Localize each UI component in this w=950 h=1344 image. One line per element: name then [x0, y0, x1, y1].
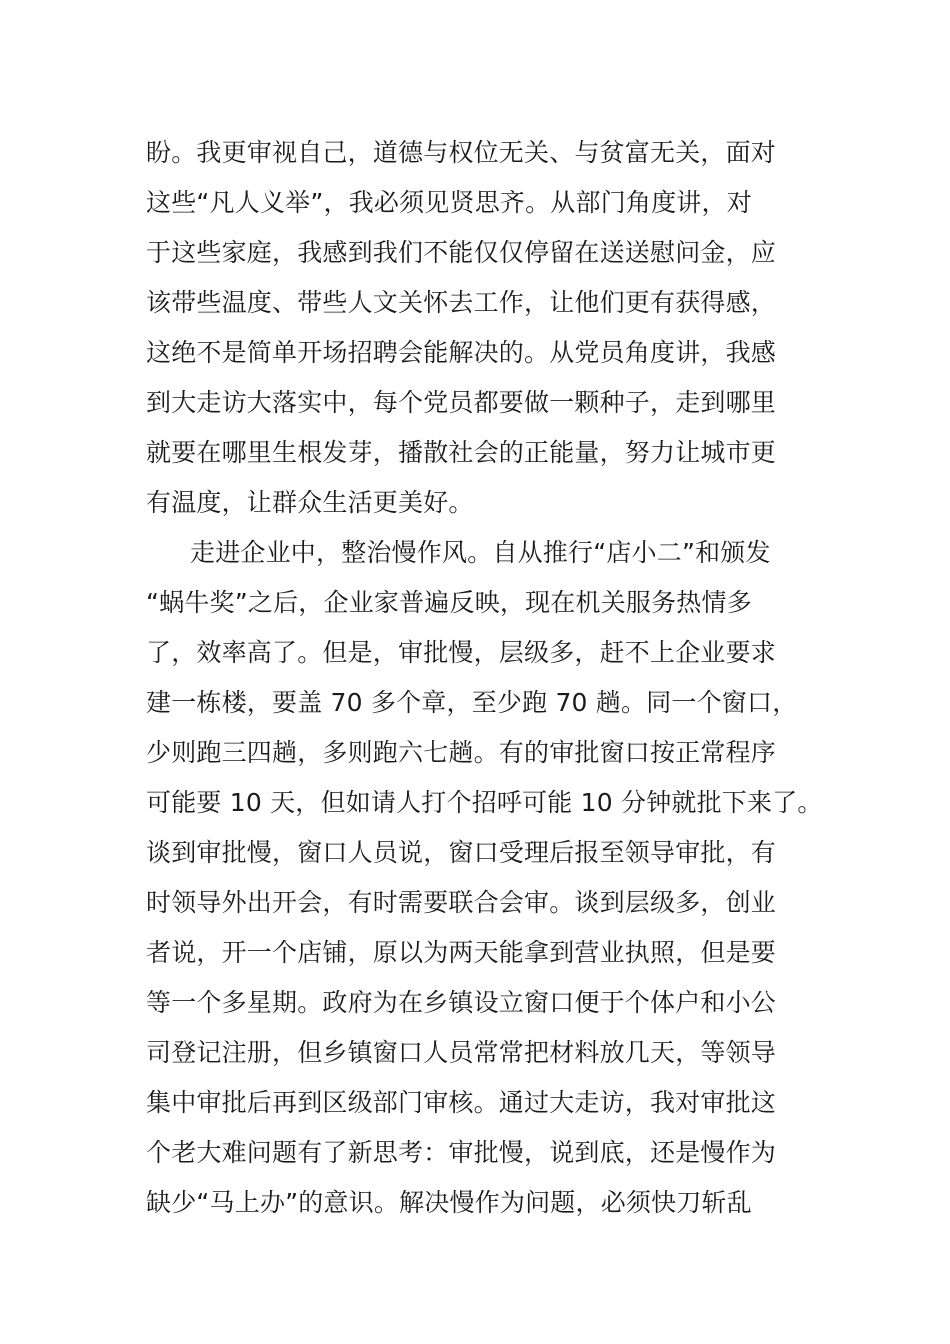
text-line: 于这些家庭，我感到我们不能仅仅停留在送送慰问金，应 — [146, 238, 777, 267]
text-line: “蜗牛奖”之后，企业家普遍反映，现在机关服务热情多 — [146, 588, 752, 617]
text-line: 者说，开一个店铺，原以为两天能拿到营业执照，但是要 — [146, 938, 777, 967]
text-line: 盼。我更审视自己，道德与权位无关、与贫富无关，面对 — [146, 138, 777, 167]
text-line: 等一个多星期。政府为在乡镇设立窗口便于个体户和小公 — [146, 988, 777, 1017]
text-line: 司登记注册，但乡镇窗口人员常常把材料放几天，等领导 — [146, 1038, 777, 1067]
body-text — [146, 128, 846, 1228]
text-line: 了，效率高了。但是，审批慢，层级多，赶不上企业要求 — [146, 638, 777, 667]
paragraph-first-line: 走进企业中，整治慢作风。自从推行“店小二”和颁发 — [190, 538, 771, 567]
text-line: 就要在哪里生根发芽，播散社会的正能量，努力让城市更 — [146, 438, 777, 467]
text-line: 集中审批后再到区级部门审核。通过大走访，我对审批这 — [146, 1088, 777, 1117]
text-line: 这绝不是简单开场招聘会能解决的。从党员角度讲，我感 — [146, 338, 777, 367]
text-line: 这些“凡人义举”，我必须见贤思齐。从部门角度讲，对 — [146, 188, 752, 217]
text-line: 少则跑三四趟，多则跑六七趟。有的审批窗口按正常程序 — [146, 738, 777, 767]
text-line: 谈到审批慢，窗口人员说，窗口受理后报至领导审批，有 — [146, 838, 777, 867]
text-line: 个老大难问题有了新思考：审批慢，说到底，还是慢作为 — [146, 1138, 777, 1167]
text-line: 建一栋楼，要盖 70 多个章，至少跑 70 趟。同一个窗口， — [146, 688, 798, 717]
text-line: 缺少“马上办”的意识。解决慢作为问题，必须快刀斩乱 — [146, 1188, 752, 1217]
text-line: 到大走访大落实中，每个党员都要做一颗种子，走到哪里 — [146, 388, 777, 417]
text-line: 该带些温度、带些人文关怀去工作，让他们更有获得感， — [146, 288, 777, 317]
text-line: 有温度，让群众生活更美好。 — [146, 488, 474, 517]
text-line: 可能要 10 天，但如请人打个招呼可能 10 分钟就批下来了。 — [146, 788, 823, 817]
text-line: 时领导外出开会，有时需要联合会审。谈到层级多，创业 — [146, 888, 777, 917]
